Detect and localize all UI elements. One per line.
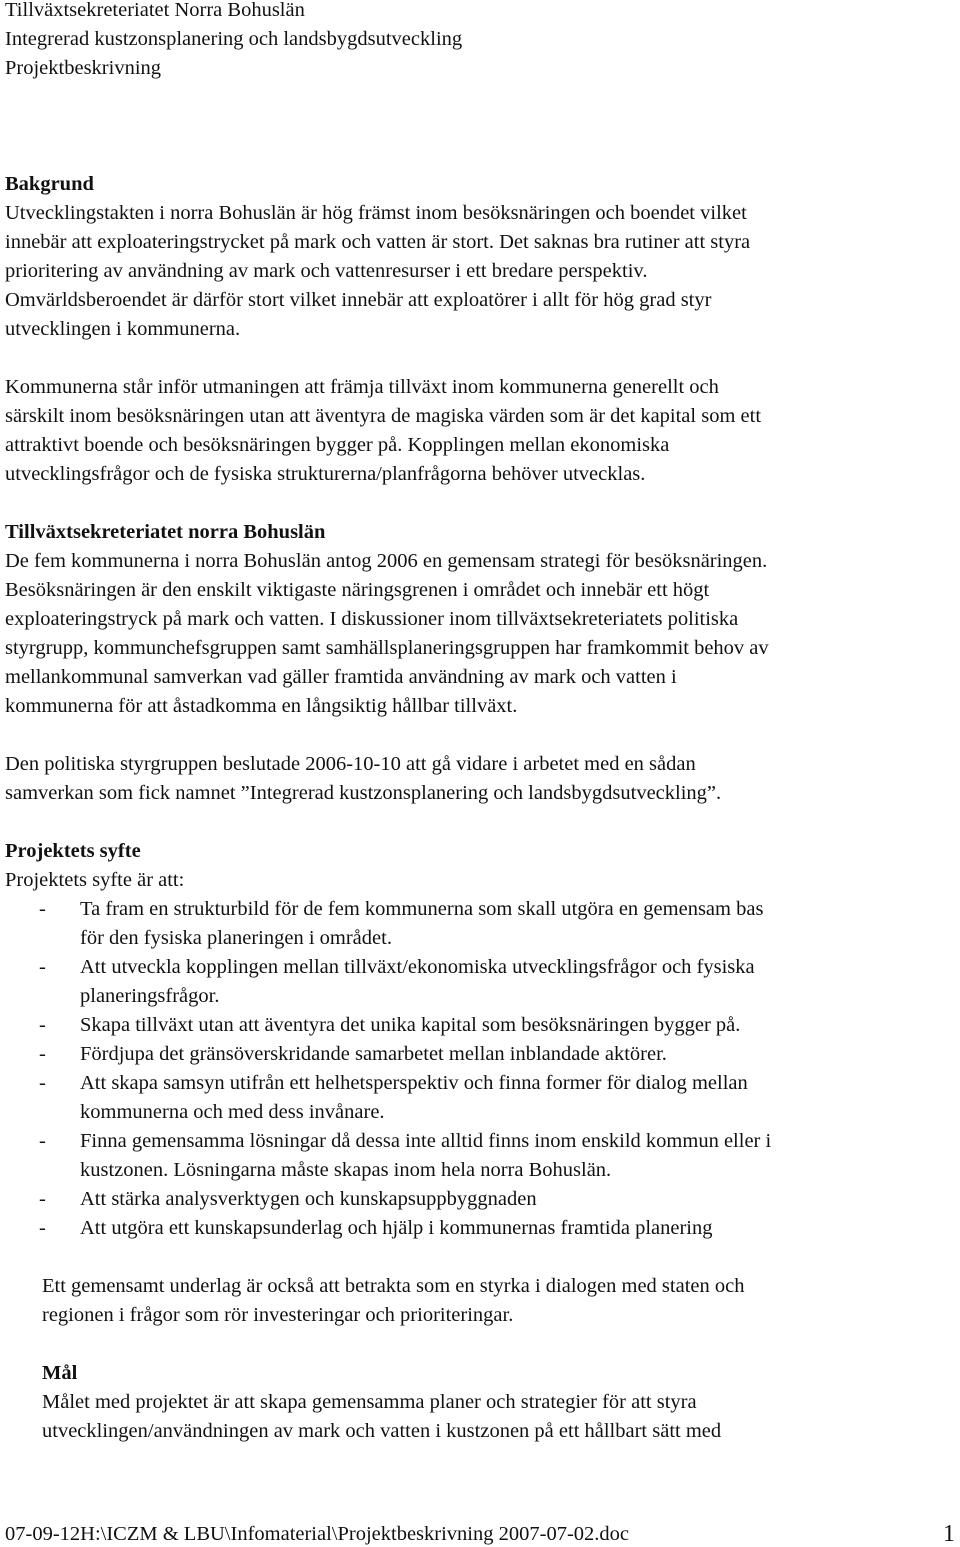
heading-bakgrund: Bakgrund [5, 173, 94, 195]
text-line: De fem kommunerna i norra Bohuslän antog 2006 en gemensam strategi för besöksnäringen. [5, 550, 768, 572]
list-item [5, 1040, 955, 1069]
document-header [5, 0, 955, 83]
list-bullet: - [39, 1130, 46, 1152]
list-bullet: - [39, 1014, 46, 1036]
list-item [5, 1214, 955, 1243]
heading-mal: Mål [42, 1362, 78, 1384]
text-line: Besöksnäringen är den enskilt viktigaste näringsgrenen i området och innebär ett högt [5, 579, 710, 601]
paragraph [5, 1272, 955, 1330]
list-bullet: - [39, 1043, 46, 1065]
document-page [5, 0, 955, 1446]
text-line: attraktivt boende och besöksnäringen bygger på. Kopplingen mellan ekonomiska [5, 434, 670, 456]
text-line: mellankommunal samverkan vad gäller framtida användning av mark och vatten i [5, 666, 677, 688]
text-line: särskilt inom besöksnäringen utan att äventyra de magiska värden som är det kapital som ett [5, 405, 762, 427]
list-item [5, 895, 955, 953]
syfte-list [5, 895, 955, 1243]
text-line: Kommunerna står inför utmaningen att främja tillväxt inom kommunerna generellt och [5, 376, 719, 398]
list-item-text: Fördjupa det gränsöverskridande samarbetet mellan inblandade aktörer. [80, 1043, 667, 1065]
paragraph [5, 547, 955, 721]
list-item [5, 1011, 955, 1040]
text-line: exploateringstryck på mark och vatten. I diskussioner inom tillväxtsekreteriatets politiska [5, 608, 739, 630]
list-item-text: kommunerna och med dess invånare. [80, 1101, 385, 1123]
text-line: Målet med projektet är att skapa gemensamma planer och strategier för att styra [42, 1391, 697, 1413]
list-item-text: Att utveckla kopplingen mellan tillväxt/ekonomiska utvecklingsfrågor och fysiska [80, 956, 755, 978]
list-item-text: Att skapa samsyn utifrån ett helhetsperspektiv och finna former för dialog mellan [80, 1072, 748, 1094]
list-item [5, 953, 955, 1011]
text-line: samverkan som fick namnet ”Integrerad kustzonsplanering och landsbygdsutveckling”. [5, 782, 722, 804]
section-bakgrund [5, 170, 955, 489]
text-line: regionen i frågor som rör investeringar och prioriteringar. [42, 1304, 514, 1326]
text-line: prioritering av användning av mark och vattenresurser i ett bredare perspektiv. [5, 260, 648, 282]
text-line: Ett gemensamt underlag är också att betrakta som en styrka i dialogen med staten och [42, 1275, 745, 1297]
heading-projektets-syfte: Projektets syfte [5, 840, 141, 862]
list-item-text: Att utgöra ett kunskapsunderlag och hjälp i kommunernas framtida planering [80, 1217, 713, 1239]
list-item-text: Att stärka analysverktygen och kunskapsuppbyggnaden [80, 1188, 537, 1210]
text-line: utvecklingen i kommunerna. [5, 318, 241, 340]
text-line: kommunerna för att åstadkomma en långsiktig hållbar tillväxt. [5, 695, 518, 717]
list-bullet: - [39, 956, 46, 978]
text-line: styrgrupp, kommunchefsgruppen samt samhällsplaneringsgruppen har framkommit behov av [5, 637, 769, 659]
list-item [5, 1069, 955, 1127]
page-number: 1 [943, 1521, 955, 1547]
paragraph [5, 750, 955, 808]
header-document-type: Projektbeskrivning [5, 57, 162, 79]
text-line: utvecklingsfrågor och de fysiska strukturerna/planfrågorna behöver utvecklas. [5, 463, 646, 485]
list-item-text: Ta fram en strukturbild för de fem kommunerna som skall utgöra en gemensam bas [80, 898, 764, 920]
list-item-text: för den fysiska planeringen i området. [80, 927, 392, 949]
section-tillvaxtsekreteriatet [5, 518, 955, 808]
list-item-text: Finna gemensamma lösningar då dessa inte alltid finns inom enskild kommun eller i [80, 1130, 772, 1152]
header-organization: Tillväxtsekreteriatet Norra Bohuslän [5, 0, 305, 21]
list-item-text: Skapa tillväxt utan att äventyra det unika kapital som besöksnäringen bygger på. [80, 1014, 741, 1036]
syfte-intro: Projektets syfte är att: [5, 869, 185, 891]
text-line: Omvärldsberoendet är därför stort vilket innebär att exploatörer i allt för hög grad styr [5, 289, 712, 311]
list-item-text: planeringsfrågor. [80, 985, 220, 1007]
section-mal [5, 1359, 955, 1446]
list-bullet: - [39, 898, 46, 920]
text-line: innebär att exploateringstrycket på mark och vatten är stort. Det saknas bra rutiner att styra [5, 231, 751, 253]
list-bullet: - [39, 1072, 46, 1094]
heading-tillvaxtsekreteriatet: Tillväxtsekreteriatet norra Bohuslän [5, 521, 326, 543]
paragraph [5, 199, 955, 344]
list-item [5, 1185, 955, 1214]
list-bullet: - [39, 1188, 46, 1210]
paragraph [5, 373, 955, 489]
text-line: Utvecklingstakten i norra Bohuslän är hög främst inom besöksnäringen och boendet vilket [5, 202, 747, 224]
section-projektets-syfte [5, 837, 955, 1330]
footer-file-path: 07-09-12H:\ICZM & LBU\Infomaterial\Projektbeskrivning 2007-07-02.doc [5, 1523, 630, 1545]
list-item [5, 1127, 955, 1185]
text-line: utvecklingen/användningen av mark och vatten i kustzonen på ett hållbart sätt med [42, 1420, 722, 1442]
text-line: Den politiska styrgruppen beslutade 2006-10-10 att gå vidare i arbetet med en sådan [5, 753, 696, 775]
header-project-name: Integrerad kustzonsplanering och landsbygdsutveckling [5, 28, 463, 50]
list-item-text: kustzonen. Lösningarna måste skapas inom hela norra Bohuslän. [80, 1159, 612, 1181]
list-bullet: - [39, 1217, 46, 1239]
